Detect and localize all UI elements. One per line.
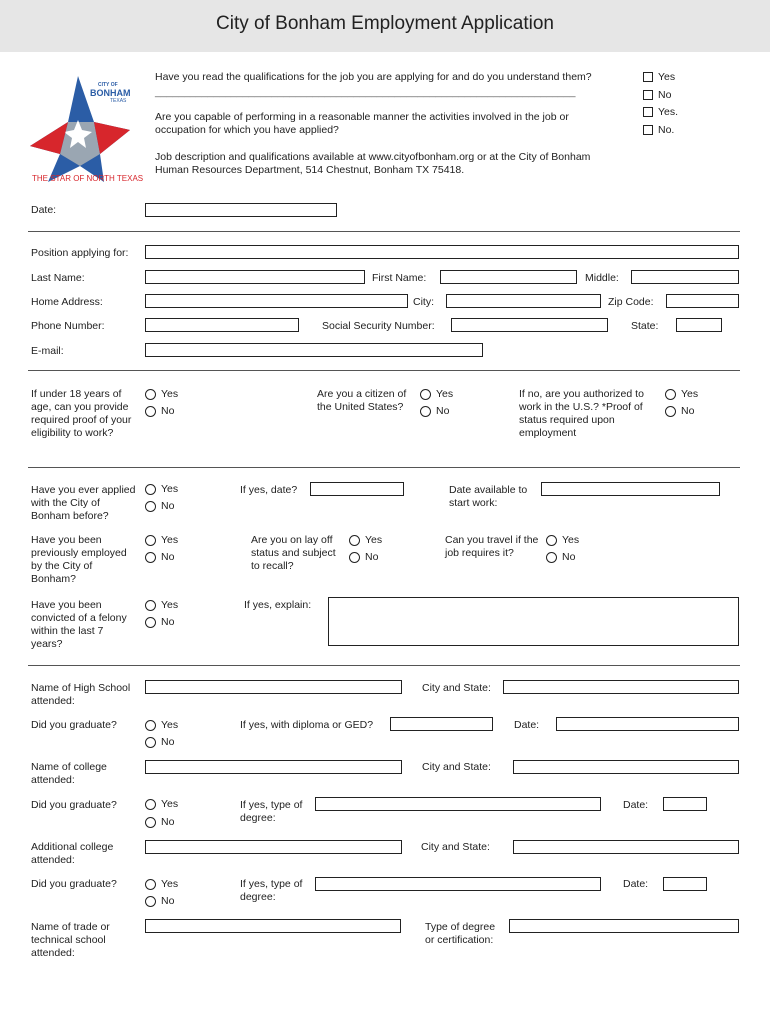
additional-city-state-label: City and State: — [421, 841, 490, 853]
travel-yes-label: Yes — [562, 534, 580, 546]
qualification-underline: ________________________________________________________________________ — [155, 86, 576, 98]
felony-yes-label: Yes — [161, 599, 179, 611]
logo-city-of: CITY OF — [98, 82, 118, 88]
hs-graduate-no-radio[interactable] — [145, 737, 156, 748]
college-graduate-yes-label: Yes — [161, 798, 179, 810]
type-certification-label: Type of degree or certification: — [425, 921, 496, 946]
college-type-degree-label: If yes, type of degree: — [240, 799, 303, 824]
citizen-question: Are you a citizen of the United States? — [317, 388, 407, 413]
employed-before-no-label: No — [161, 551, 175, 563]
travel-no-radio[interactable] — [546, 552, 557, 563]
citizen-no-radio[interactable] — [420, 406, 431, 417]
high-school-label: Name of High School attended: — [31, 682, 131, 707]
date-label: Date: — [31, 204, 57, 216]
middle-label: Middle: — [585, 272, 619, 284]
capability-yes-label: Yes. — [658, 106, 679, 118]
college-graduate-yes-radio[interactable] — [145, 799, 156, 810]
trade-school-field[interactable] — [145, 919, 401, 933]
travel-question: Can you travel if the job requires it? — [445, 534, 539, 559]
ssn-label: Social Security Number: — [322, 320, 435, 332]
if-yes-date-label: If yes, date? — [240, 484, 298, 496]
additional-date-label: Date: — [623, 878, 649, 890]
college-graduate-no-radio[interactable] — [145, 817, 156, 828]
applied-before-yes-radio[interactable] — [145, 484, 156, 495]
home-address-label: Home Address: — [31, 296, 103, 308]
capability-no-label: No. — [658, 124, 675, 136]
additional-type-degree-field[interactable] — [315, 877, 601, 891]
college-city-state-label: City and State: — [422, 761, 491, 773]
last-name-label: Last Name: — [31, 272, 85, 284]
position-label: Position applying for: — [31, 247, 129, 259]
additional-date-field[interactable] — [663, 877, 707, 891]
state-label: State: — [631, 320, 659, 332]
capability-question: Are you capable of performing in a reasonable manner the activities involved in the job or occupation for which you have applied? — [155, 111, 569, 136]
diploma-ged-field[interactable] — [390, 717, 493, 731]
layoff-question: Are you on lay off status and subject to recall? — [251, 534, 336, 572]
applied-before-no-label: No — [161, 500, 175, 512]
college-label: Name of college attended: — [31, 761, 107, 786]
middle-field[interactable] — [631, 270, 739, 284]
additional-graduate-yes-radio[interactable] — [145, 879, 156, 890]
diploma-ged-label: If yes, with diploma or GED? — [240, 719, 374, 731]
felony-no-label: No — [161, 616, 175, 628]
additional-college-field[interactable] — [145, 840, 402, 854]
applied-before-question: Have you ever applied with the City of Bonham before? — [31, 484, 136, 522]
under18-no-label: No — [161, 405, 175, 417]
felony-question: Have you been convicted of a felony within the last 7 years? — [31, 599, 127, 650]
logo-name: BONHAM — [90, 88, 131, 98]
college-date-label: Date: — [623, 799, 649, 811]
under18-no-radio[interactable] — [145, 406, 156, 417]
qualification-question: Have you read the qualifications for the job you are applying for and do you understand them? — [155, 71, 592, 83]
employed-before-yes-label: Yes — [161, 534, 179, 546]
additional-graduate-yes-label: Yes — [161, 878, 179, 890]
felony-no-radio[interactable] — [145, 617, 156, 628]
divider — [28, 370, 740, 371]
divider — [28, 231, 740, 232]
capability-yes-checkbox[interactable] — [643, 107, 653, 117]
high-school-field[interactable] — [145, 680, 402, 694]
under18-yes-radio[interactable] — [145, 389, 156, 400]
citizen-yes-radio[interactable] — [420, 389, 431, 400]
travel-yes-radio[interactable] — [546, 535, 557, 546]
college-graduate-question: Did you graduate? — [31, 799, 117, 811]
employed-before-yes-radio[interactable] — [145, 535, 156, 546]
qualification-no-label: No — [658, 89, 672, 101]
phone-label: Phone Number: — [31, 320, 105, 332]
city-field[interactable] — [446, 294, 601, 308]
employed-before-question: Have you been previously employed by the City of Bonham? — [31, 534, 127, 585]
email-field[interactable] — [145, 343, 483, 357]
additional-type-degree-label: If yes, type of degree: — [240, 878, 303, 903]
first-name-field[interactable] — [440, 270, 577, 284]
qualification-yes-label: Yes — [658, 71, 676, 83]
city-logo — [30, 74, 130, 184]
zip-label: Zip Code: — [608, 296, 654, 308]
divider — [28, 467, 740, 468]
citizen-no-label: No — [436, 405, 450, 417]
zip-field[interactable] — [666, 294, 739, 308]
hs-graduate-no-label: No — [161, 736, 175, 748]
layoff-no-radio[interactable] — [349, 552, 360, 563]
hs-date-field[interactable] — [556, 717, 739, 731]
applied-before-yes-label: Yes — [161, 483, 179, 495]
ssn-field[interactable] — [451, 318, 608, 332]
divider — [28, 665, 740, 666]
home-address-field[interactable] — [145, 294, 408, 308]
hs-graduate-yes-radio[interactable] — [145, 720, 156, 731]
additional-graduate-no-radio[interactable] — [145, 896, 156, 907]
layoff-yes-label: Yes — [365, 534, 383, 546]
if-yes-explain-label: If yes, explain: — [244, 599, 312, 611]
high-school-city-state-field[interactable] — [503, 680, 739, 694]
position-field[interactable] — [145, 245, 739, 259]
qualification-no-checkbox[interactable] — [643, 90, 653, 100]
last-name-field[interactable] — [145, 270, 365, 284]
additional-graduate-no-label: No — [161, 895, 175, 907]
state-field[interactable] — [676, 318, 722, 332]
hs-graduate-yes-label: Yes — [161, 719, 179, 731]
trade-school-label: Name of trade or technical school attended: — [31, 921, 110, 959]
qualification-yes-checkbox[interactable] — [643, 72, 653, 82]
authorized-question: If no, are you authorized to work in the U.S.? *Proof of status required upon employment — [519, 388, 644, 439]
email-label: E-mail: — [31, 345, 64, 357]
city-label: City: — [413, 296, 434, 308]
hs-graduate-question: Did you graduate? — [31, 719, 117, 731]
high-school-city-state-label: City and State: — [422, 682, 491, 694]
date-available-field[interactable] — [541, 482, 720, 496]
additional-graduate-question: Did you graduate? — [31, 878, 117, 890]
college-date-field[interactable] — [663, 797, 707, 811]
phone-field[interactable] — [145, 318, 299, 332]
felony-explain-field[interactable] — [328, 597, 739, 646]
authorized-yes-label: Yes — [681, 388, 699, 400]
date-field[interactable] — [145, 203, 337, 217]
additional-city-state-field[interactable] — [513, 840, 739, 854]
layoff-yes-radio[interactable] — [349, 535, 360, 546]
applied-before-no-radio[interactable] — [145, 501, 156, 512]
date-available-label: Date available to start work: — [449, 484, 528, 509]
employed-before-no-radio[interactable] — [145, 552, 156, 563]
college-graduate-no-label: No — [161, 816, 175, 828]
under18-yes-label: Yes — [161, 388, 179, 400]
page-title: City of Bonham Employment Application — [216, 13, 554, 34]
authorized-yes-radio[interactable] — [665, 389, 676, 400]
college-city-state-field[interactable] — [513, 760, 739, 774]
college-field[interactable] — [145, 760, 402, 774]
type-certification-field[interactable] — [509, 919, 739, 933]
felony-yes-radio[interactable] — [145, 600, 156, 611]
authorized-no-radio[interactable] — [665, 406, 676, 417]
citizen-yes-label: Yes — [436, 388, 454, 400]
additional-college-label: Additional college attended: — [31, 841, 114, 866]
authorized-no-label: No — [681, 405, 695, 417]
logo-state: TEXAS — [110, 98, 127, 104]
under18-question: If under 18 years of age, can you provide required proof of your eligibility to work? — [31, 388, 132, 439]
logo-tagline: THE STAR OF NORTH TEXAS — [32, 174, 144, 183]
job-description-note: Job description and qualifications available at www.cityofbonham.org or at the City of Bonham Human Resources Department, 514 Chestnut, Bonham TX 75418. — [155, 151, 591, 176]
capability-no-checkbox[interactable] — [643, 125, 653, 135]
hs-date-label: Date: — [514, 719, 540, 731]
applied-date-field[interactable] — [310, 482, 404, 496]
college-type-degree-field[interactable] — [315, 797, 601, 811]
layoff-no-label: No — [365, 551, 379, 563]
travel-no-label: No — [562, 551, 576, 563]
first-name-label: First Name: — [372, 272, 427, 284]
